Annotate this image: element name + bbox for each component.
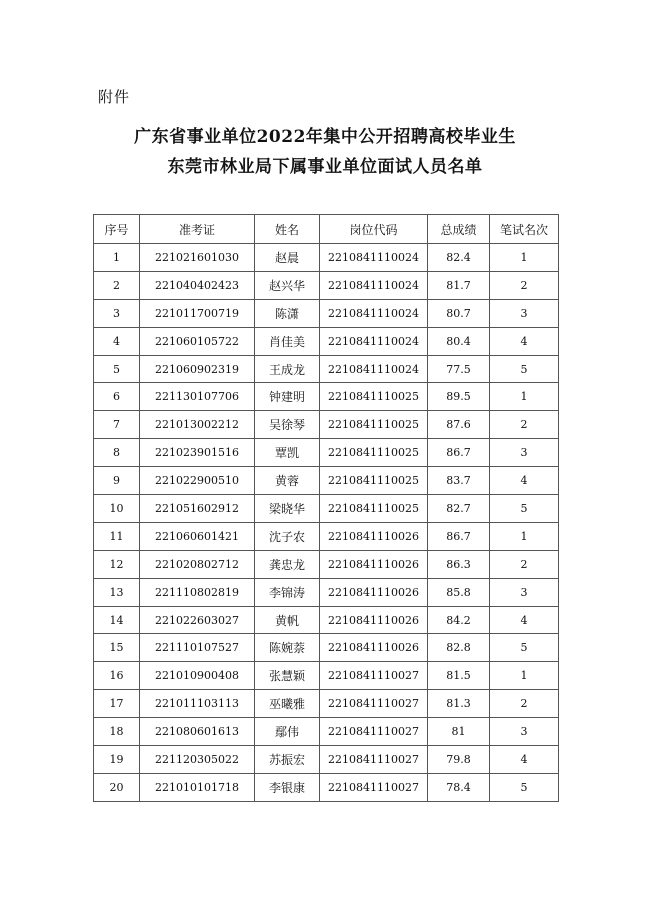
table-row xyxy=(94,522,559,550)
cell-position-code: 2210841110024 xyxy=(320,299,428,327)
header-index: 序号 xyxy=(94,215,140,244)
cell-total-score: 86.7 xyxy=(428,439,490,467)
cell-ticket-number: 221040402423 xyxy=(140,271,255,299)
cell-total-score: 81.7 xyxy=(428,271,490,299)
table-row xyxy=(94,244,559,272)
cell-index: 14 xyxy=(94,606,140,634)
table-row xyxy=(94,634,559,662)
cell-index: 11 xyxy=(94,522,140,550)
table-row xyxy=(94,467,559,495)
cell-name: 巫曦雅 xyxy=(255,690,320,718)
cell-position-code: 2210841110027 xyxy=(320,662,428,690)
cell-position-code: 2210841110026 xyxy=(320,634,428,662)
cell-total-score: 82.8 xyxy=(428,634,490,662)
cell-total-score: 78.4 xyxy=(428,773,490,801)
cell-ticket-number: 221021601030 xyxy=(140,244,255,272)
cell-position-code: 2210841110026 xyxy=(320,606,428,634)
cell-ticket-number: 221110802819 xyxy=(140,578,255,606)
cell-index: 1 xyxy=(94,244,140,272)
cell-total-score: 77.5 xyxy=(428,355,490,383)
table-row xyxy=(94,383,559,411)
cell-position-code: 2210841110025 xyxy=(320,439,428,467)
cell-index: 19 xyxy=(94,746,140,774)
cell-total-score: 81.5 xyxy=(428,662,490,690)
cell-total-score: 80.4 xyxy=(428,327,490,355)
cell-position-code: 2210841110024 xyxy=(320,244,428,272)
cell-written-rank: 5 xyxy=(490,773,559,801)
cell-ticket-number: 221022603027 xyxy=(140,606,255,634)
cell-written-rank: 3 xyxy=(490,439,559,467)
table-row xyxy=(94,662,559,690)
table-row xyxy=(94,327,559,355)
cell-ticket-number: 221013002212 xyxy=(140,411,255,439)
cell-index: 4 xyxy=(94,327,140,355)
cell-ticket-number: 221010900408 xyxy=(140,662,255,690)
cell-name: 王成龙 xyxy=(255,355,320,383)
cell-written-rank: 1 xyxy=(490,244,559,272)
document-title-line2: 东莞市林业局下属事业单位面试人员名单 xyxy=(167,157,483,177)
cell-name: 吴徐琴 xyxy=(255,411,320,439)
document-title-line1: 广东省事业单位2022年集中公开招聘高校毕业生 xyxy=(134,127,516,147)
header-ticket-number: 准考证 xyxy=(140,215,255,244)
cell-position-code: 2210841110025 xyxy=(320,467,428,495)
cell-total-score: 83.7 xyxy=(428,467,490,495)
cell-position-code: 2210841110027 xyxy=(320,718,428,746)
cell-written-rank: 5 xyxy=(490,355,559,383)
cell-ticket-number: 221020802712 xyxy=(140,550,255,578)
cell-ticket-number: 221130107706 xyxy=(140,383,255,411)
cell-index: 10 xyxy=(94,495,140,523)
cell-written-rank: 1 xyxy=(490,383,559,411)
cell-name: 赵兴华 xyxy=(255,271,320,299)
attachment-label: 附件 xyxy=(98,88,131,106)
cell-total-score: 80.7 xyxy=(428,299,490,327)
cell-position-code: 2210841110027 xyxy=(320,690,428,718)
cell-position-code: 2210841110026 xyxy=(320,522,428,550)
table-row xyxy=(94,718,559,746)
cell-position-code: 2210841110025 xyxy=(320,411,428,439)
cell-name: 陈婉萘 xyxy=(255,634,320,662)
cell-total-score: 85.8 xyxy=(428,578,490,606)
cell-index: 8 xyxy=(94,439,140,467)
cell-ticket-number: 221022900510 xyxy=(140,467,255,495)
header-name: 姓名 xyxy=(255,215,320,244)
cell-total-score: 86.7 xyxy=(428,522,490,550)
cell-name: 梁晓华 xyxy=(255,495,320,523)
cell-total-score: 86.3 xyxy=(428,550,490,578)
table-row xyxy=(94,690,559,718)
cell-written-rank: 2 xyxy=(490,550,559,578)
cell-total-score: 87.6 xyxy=(428,411,490,439)
cell-index: 3 xyxy=(94,299,140,327)
cell-written-rank: 3 xyxy=(490,578,559,606)
cell-name: 李银康 xyxy=(255,773,320,801)
cell-index: 17 xyxy=(94,690,140,718)
table-row xyxy=(94,746,559,774)
header-position-code: 岗位代码 xyxy=(320,215,428,244)
cell-ticket-number: 221023901516 xyxy=(140,439,255,467)
cell-index: 13 xyxy=(94,578,140,606)
cell-name: 陈潇 xyxy=(255,299,320,327)
cell-index: 9 xyxy=(94,467,140,495)
cell-position-code: 2210841110025 xyxy=(320,495,428,523)
cell-total-score: 82.7 xyxy=(428,495,490,523)
cell-written-rank: 4 xyxy=(490,746,559,774)
cell-position-code: 2210841110027 xyxy=(320,773,428,801)
cell-ticket-number: 221010101718 xyxy=(140,773,255,801)
cell-index: 12 xyxy=(94,550,140,578)
cell-name: 沈子农 xyxy=(255,522,320,550)
cell-written-rank: 2 xyxy=(490,411,559,439)
cell-ticket-number: 221110107527 xyxy=(140,634,255,662)
cell-name: 钟建明 xyxy=(255,383,320,411)
cell-index: 7 xyxy=(94,411,140,439)
cell-written-rank: 4 xyxy=(490,606,559,634)
cell-position-code: 2210841110024 xyxy=(320,327,428,355)
header-written-rank: 笔试名次 xyxy=(490,215,559,244)
cell-ticket-number: 221080601613 xyxy=(140,718,255,746)
cell-name: 黄蓉 xyxy=(255,467,320,495)
cell-name: 肖佳美 xyxy=(255,327,320,355)
table-row xyxy=(94,578,559,606)
cell-ticket-number: 221120305022 xyxy=(140,746,255,774)
cell-total-score: 84.2 xyxy=(428,606,490,634)
cell-index: 5 xyxy=(94,355,140,383)
cell-ticket-number: 221060601421 xyxy=(140,522,255,550)
cell-written-rank: 4 xyxy=(490,327,559,355)
table-row xyxy=(94,271,559,299)
cell-index: 6 xyxy=(94,383,140,411)
cell-position-code: 2210841110025 xyxy=(320,383,428,411)
cell-index: 20 xyxy=(94,773,140,801)
table-row xyxy=(94,773,559,801)
cell-position-code: 2210841110026 xyxy=(320,578,428,606)
cell-name: 赵晨 xyxy=(255,244,320,272)
table-row xyxy=(94,439,559,467)
cell-position-code: 2210841110024 xyxy=(320,271,428,299)
table-row xyxy=(94,606,559,634)
cell-written-rank: 4 xyxy=(490,467,559,495)
cell-index: 2 xyxy=(94,271,140,299)
cell-total-score: 82.4 xyxy=(428,244,490,272)
cell-index: 18 xyxy=(94,718,140,746)
cell-written-rank: 3 xyxy=(490,299,559,327)
cell-total-score: 89.5 xyxy=(428,383,490,411)
cell-written-rank: 3 xyxy=(490,718,559,746)
cell-name: 张慧颖 xyxy=(255,662,320,690)
cell-written-rank: 2 xyxy=(490,271,559,299)
cell-index: 15 xyxy=(94,634,140,662)
cell-written-rank: 5 xyxy=(490,495,559,523)
cell-name: 覃凯 xyxy=(255,439,320,467)
cell-ticket-number: 221060105722 xyxy=(140,327,255,355)
cell-written-rank: 1 xyxy=(490,522,559,550)
cell-position-code: 2210841110027 xyxy=(320,746,428,774)
table-row xyxy=(94,411,559,439)
cell-written-rank: 1 xyxy=(490,662,559,690)
cell-name: 苏振宏 xyxy=(255,746,320,774)
table-row xyxy=(94,355,559,383)
cell-ticket-number: 221060902319 xyxy=(140,355,255,383)
table-header-row xyxy=(94,215,559,244)
header-total-score: 总成绩 xyxy=(428,215,490,244)
table-row xyxy=(94,495,559,523)
cell-name: 龚忠龙 xyxy=(255,550,320,578)
cell-name: 黄帆 xyxy=(255,606,320,634)
table-row xyxy=(94,299,559,327)
interview-list-table xyxy=(93,214,559,802)
cell-position-code: 2210841110026 xyxy=(320,550,428,578)
cell-name: 李锦涛 xyxy=(255,578,320,606)
cell-ticket-number: 221011700719 xyxy=(140,299,255,327)
cell-name: 鄢伟 xyxy=(255,718,320,746)
cell-written-rank: 2 xyxy=(490,690,559,718)
cell-position-code: 2210841110024 xyxy=(320,355,428,383)
cell-index: 16 xyxy=(94,662,140,690)
cell-total-score: 81 xyxy=(428,718,490,746)
cell-total-score: 79.8 xyxy=(428,746,490,774)
cell-ticket-number: 221011103113 xyxy=(140,690,255,718)
cell-total-score: 81.3 xyxy=(428,690,490,718)
cell-written-rank: 5 xyxy=(490,634,559,662)
cell-ticket-number: 221051602912 xyxy=(140,495,255,523)
table-row xyxy=(94,550,559,578)
